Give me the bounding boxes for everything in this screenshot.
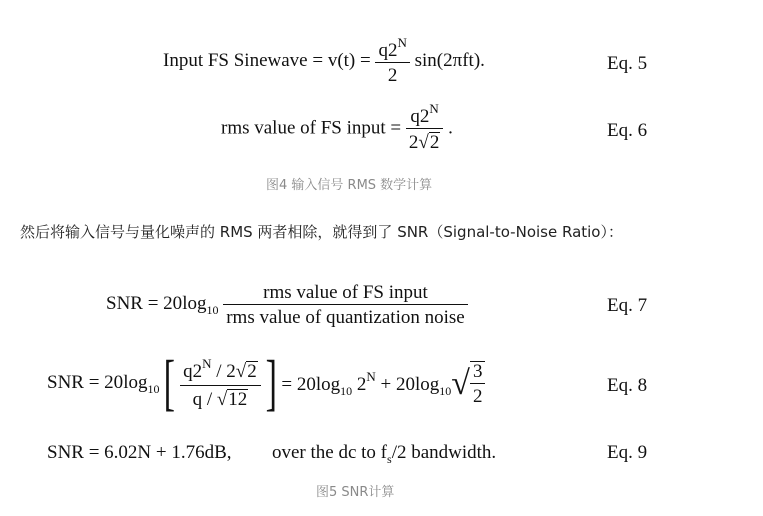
- body-paragraph: 然后将输入信号与量化噪声的 RMS 两者相除，就得到了 SNR（Signal-to-Noise Ratio）：: [20, 223, 623, 241]
- eq9-note: [272, 443, 496, 465]
- eq8-inner-numerator-a: q2: [183, 361, 203, 382]
- figure-caption-5: 图5 SNR计算: [316, 485, 395, 500]
- eq6-label: Eq. 6: [607, 120, 648, 141]
- right-bracket: ]: [265, 349, 277, 418]
- eq7-fraction: [223, 283, 468, 327]
- eq9-note-a: over the dc to f: [272, 442, 388, 463]
- equation-8: [47, 349, 485, 418]
- eq6-lhs: rms value of FS input =: [221, 117, 402, 139]
- equation-5: [163, 36, 485, 85]
- eq9-label: Eq. 9: [607, 442, 648, 463]
- eq8-lhs: SNR = 20: [47, 371, 124, 393]
- eq5-fraction: [375, 36, 409, 85]
- eq6-numerator-exponent: N: [429, 101, 439, 116]
- sqrt-symbol: √: [216, 388, 228, 410]
- equation-9: [47, 443, 232, 462]
- eq8-label: Eq. 8: [607, 375, 648, 396]
- eq7-lhs: SNR = 20: [106, 293, 183, 314]
- eq7-numerator: rms value of FS input: [263, 282, 428, 303]
- eq5-label: Eq. 5: [607, 53, 648, 74]
- eq8-log: log: [123, 371, 148, 393]
- eq8-mid: = 20: [281, 374, 316, 396]
- equation-7: [106, 283, 468, 327]
- eq8-mid-log: log: [315, 374, 341, 396]
- eq8-plus-log-base: 10: [439, 384, 452, 399]
- eq8-mid-log-base: 10: [340, 384, 353, 399]
- equation-6: [221, 102, 453, 154]
- eq7-label: Eq. 7: [607, 295, 648, 316]
- eq9-note-b: /2 bandwidth.: [391, 442, 497, 463]
- sqrt-symbol: √: [418, 132, 429, 153]
- eq8-inner-denominator-radicand: 12: [228, 388, 248, 410]
- eq8-mid-arg-exponent: N: [366, 369, 376, 385]
- eq8-mid-arg: 2: [356, 374, 367, 396]
- eq5-numerator-exponent: N: [397, 35, 407, 50]
- eq8-plus: + 20: [380, 374, 415, 396]
- eq9-note-subscript: s: [387, 452, 392, 466]
- eq8-inner-numerator-b: / 2: [216, 361, 236, 382]
- eq8-inner-numerator-radicand: 2: [247, 361, 257, 382]
- eq8-sqrt-fraction: [470, 361, 486, 406]
- eq5-rhs: sin(2πft).: [414, 50, 485, 71]
- eq8-inner-denominator-a: q /: [192, 388, 213, 410]
- eq8-sqrt-denominator: 2: [470, 383, 486, 406]
- eq7-log-base: 10: [206, 303, 219, 317]
- eq9-text: SNR = 6.02N + 1.76dB,: [47, 442, 232, 463]
- sqrt-symbol: √: [235, 361, 247, 382]
- eq6-rhs: .: [448, 117, 453, 139]
- eq8-plus-log: log: [415, 374, 440, 396]
- eq7-log: log: [182, 293, 207, 314]
- eq6-denominator-coefficient: 2: [408, 132, 419, 153]
- left-bracket: [: [164, 349, 176, 418]
- eq6-denominator-radicand: 2: [429, 132, 440, 153]
- eq8-sqrt-numerator: 3: [472, 361, 483, 383]
- eq8-inner-numerator-exponent: N: [202, 356, 212, 371]
- eq5-lhs: Input FS Sinewave = v(t) =: [163, 50, 371, 71]
- figure-caption-4: 图4 输入信号 RMS 数学计算: [266, 178, 433, 193]
- eq8-inner-fraction: [180, 357, 261, 411]
- eq7-denominator: rms value of quantization noise: [223, 304, 468, 327]
- eq8-log-base: 10: [147, 381, 160, 396]
- eq6-fraction: [406, 102, 443, 154]
- eq5-denominator: 2: [375, 62, 409, 85]
- eq6-numerator: q2: [410, 106, 430, 127]
- sqrt-symbol: √: [451, 364, 470, 402]
- eq5-numerator: q2: [378, 40, 398, 61]
